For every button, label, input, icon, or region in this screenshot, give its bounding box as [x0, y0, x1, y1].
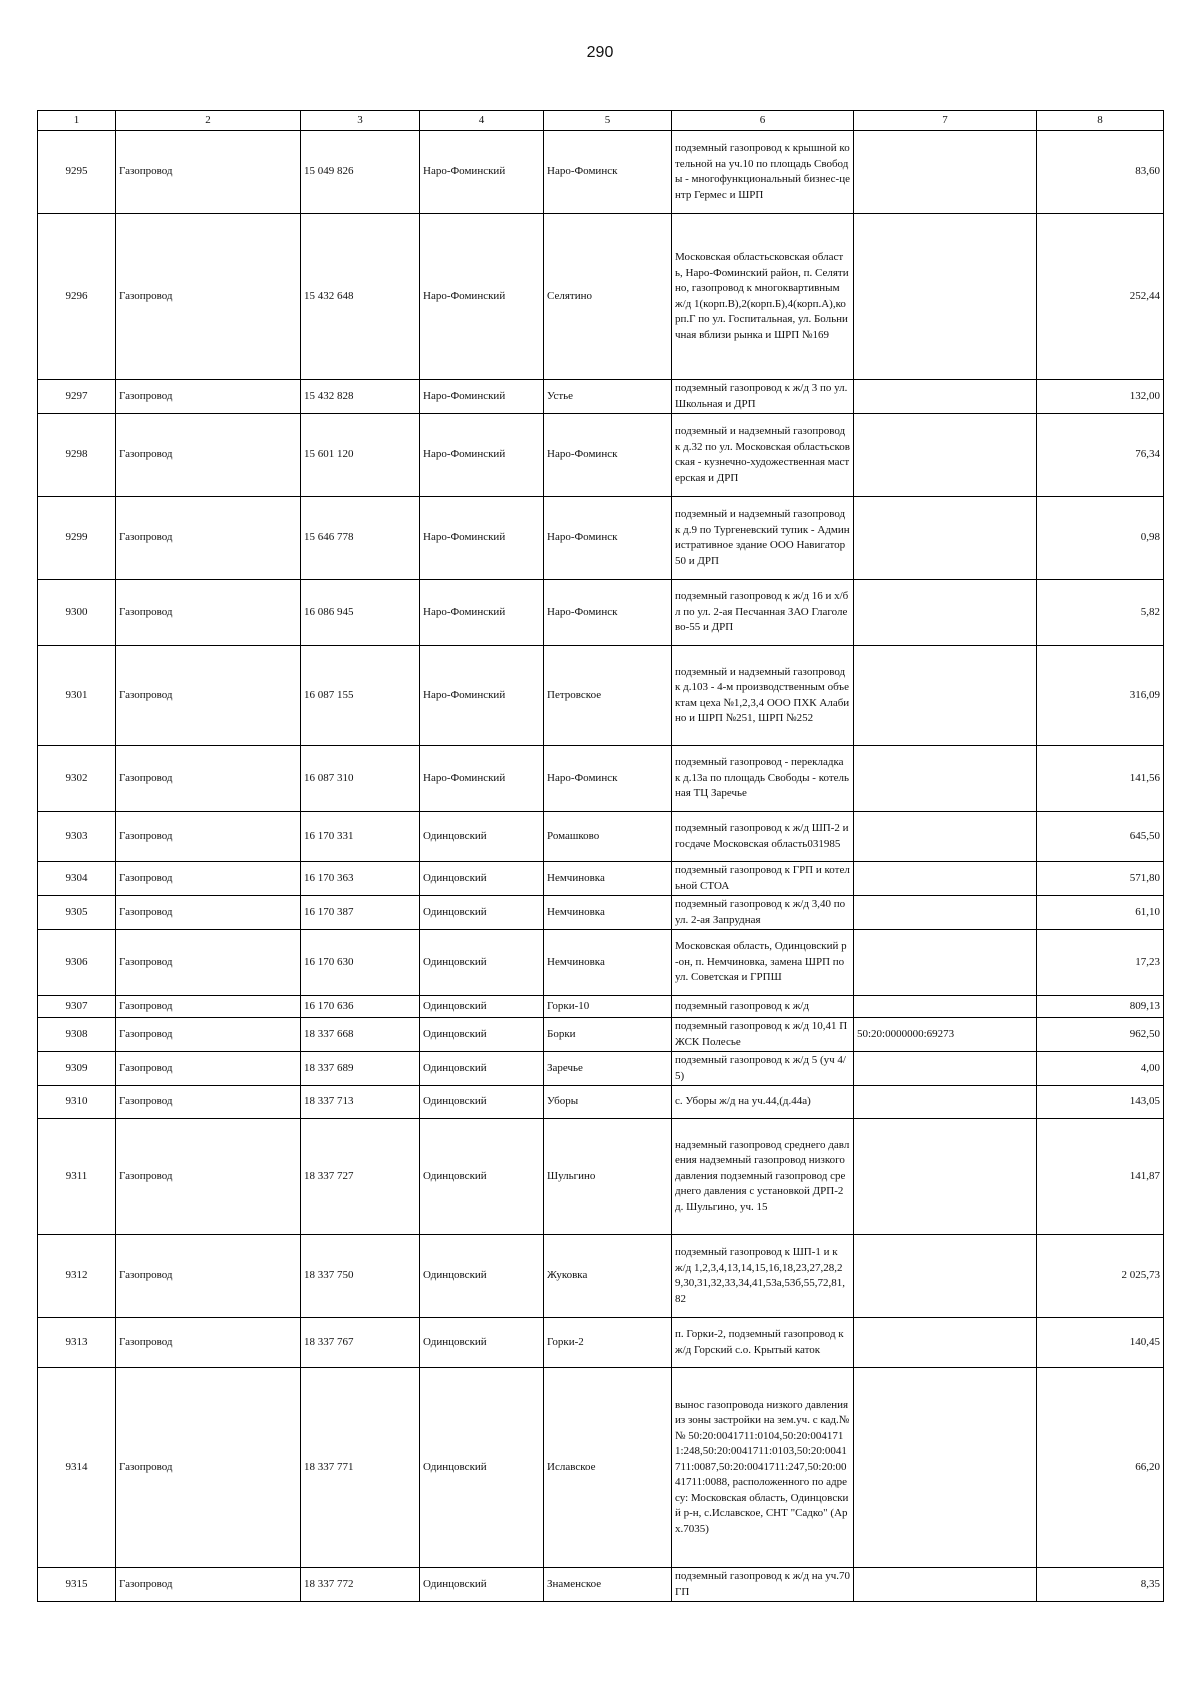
object-type-cell: Газопровод: [116, 996, 301, 1018]
column-header: 8: [1037, 111, 1164, 131]
cadastral-number-cell: [854, 930, 1037, 996]
cadastral-number-cell: [854, 580, 1037, 646]
description-cell: подземный и надземный газопровод к д.9 по Тургеневский тупик - Административное здание ООО Навигатор 50 и ДРП: [672, 497, 854, 580]
locality-cell: Петровское: [544, 646, 672, 746]
inventory-code-cell: 15 432 648: [301, 214, 420, 380]
inventory-code-cell: 15 646 778: [301, 497, 420, 580]
cadastral-number-cell: [854, 996, 1037, 1018]
cadastral-number-cell: [854, 1368, 1037, 1568]
description-cell: подземный газопровод к ШП-1 и к ж/д 1,2,3,4,13,14,15,16,18,23,27,28,29,30,31,32,33,34,41,53а,53б,55,72,81,82: [672, 1235, 854, 1318]
column-header: 2: [116, 111, 301, 131]
value-cell: 132,00: [1037, 380, 1164, 414]
value-cell: 143,05: [1037, 1086, 1164, 1119]
value-cell: 645,50: [1037, 812, 1164, 862]
locality-cell: Борки: [544, 1018, 672, 1052]
cadastral-number-cell: [854, 497, 1037, 580]
locality-cell: Немчиновка: [544, 930, 672, 996]
cadastral-number-cell: [854, 1052, 1037, 1086]
locality-cell: Иславское: [544, 1368, 672, 1568]
description-cell: подземный газопровод к крышной котельной на уч.10 по площадь Свободы - многофункциональный бизнес-центр Гермес и ШРП: [672, 131, 854, 214]
description-cell: подземный газопровод к ж/д 10,41 ПЖСК Полесье: [672, 1018, 854, 1052]
table-row: [38, 1235, 1164, 1318]
column-header: 3: [301, 111, 420, 131]
inventory-code-cell: 15 432 828: [301, 380, 420, 414]
inventory-code-cell: 16 170 331: [301, 812, 420, 862]
row-number-cell: 9314: [38, 1368, 116, 1568]
district-cell: Одинцовский: [420, 996, 544, 1018]
table-row: [38, 812, 1164, 862]
row-number-cell: 9303: [38, 812, 116, 862]
cadastral-number-cell: 50:20:0000000:69273: [854, 1018, 1037, 1052]
object-type-cell: Газопровод: [116, 414, 301, 497]
row-number-cell: 9307: [38, 996, 116, 1018]
row-number-cell: 9311: [38, 1119, 116, 1235]
table-row: [38, 214, 1164, 380]
row-number-cell: 9310: [38, 1086, 116, 1119]
row-number-cell: 9315: [38, 1568, 116, 1602]
object-type-cell: Газопровод: [116, 746, 301, 812]
object-type-cell: Газопровод: [116, 580, 301, 646]
district-cell: Одинцовский: [420, 896, 544, 930]
inventory-code-cell: 18 337 771: [301, 1368, 420, 1568]
cadastral-number-cell: [854, 214, 1037, 380]
district-cell: Одинцовский: [420, 1052, 544, 1086]
column-header: 7: [854, 111, 1037, 131]
district-cell: Наро-Фоминский: [420, 746, 544, 812]
table-row: [38, 1368, 1164, 1568]
value-cell: 809,13: [1037, 996, 1164, 1018]
page-number: 290: [586, 44, 614, 61]
district-cell: Одинцовский: [420, 1119, 544, 1235]
object-type-cell: Газопровод: [116, 1018, 301, 1052]
row-number-cell: 9295: [38, 131, 116, 214]
description-cell: подземный газопровод к ж/д ШП-2 и госдаче Московская область031985: [672, 812, 854, 862]
value-cell: 252,44: [1037, 214, 1164, 380]
table-row: [38, 746, 1164, 812]
locality-cell: Заречье: [544, 1052, 672, 1086]
inventory-code-cell: 18 337 689: [301, 1052, 420, 1086]
district-cell: Одинцовский: [420, 1368, 544, 1568]
description-cell: надземный газопровод среднего давления надземный газопровод низкого давления подземный газопровод среднего давления с установкой ДРП-2 д. Шульгино, уч. 15: [672, 1119, 854, 1235]
table-body: [38, 131, 1164, 1602]
row-number-cell: 9299: [38, 497, 116, 580]
inventory-code-cell: 18 337 750: [301, 1235, 420, 1318]
object-type-cell: Газопровод: [116, 1086, 301, 1119]
table-row: [38, 497, 1164, 580]
table-row: [38, 996, 1164, 1018]
table-row: [38, 1318, 1164, 1368]
table-row: [38, 896, 1164, 930]
locality-cell: Селятино: [544, 214, 672, 380]
table-row: [38, 131, 1164, 214]
object-type-cell: Газопровод: [116, 1318, 301, 1368]
object-type-cell: Газопровод: [116, 1235, 301, 1318]
object-type-cell: Газопровод: [116, 380, 301, 414]
value-cell: 8,35: [1037, 1568, 1164, 1602]
row-number-cell: 9309: [38, 1052, 116, 1086]
cadastral-number-cell: [854, 1568, 1037, 1602]
inventory-code-cell: 15 601 120: [301, 414, 420, 497]
object-type-cell: Газопровод: [116, 1052, 301, 1086]
cadastral-number-cell: [854, 896, 1037, 930]
value-cell: 5,82: [1037, 580, 1164, 646]
row-number-cell: 9302: [38, 746, 116, 812]
object-type-cell: Газопровод: [116, 896, 301, 930]
value-cell: 17,23: [1037, 930, 1164, 996]
district-cell: Одинцовский: [420, 1018, 544, 1052]
cadastral-number-cell: [854, 862, 1037, 896]
locality-cell: Горки-10: [544, 996, 672, 1018]
description-cell: подземный и надземный газопровод к д.103 - 4-м производственным объектам цеха №1,2,3,4 ООО ПХК Алабино и ШРП №251, ШРП №252: [672, 646, 854, 746]
description-cell: вынос газопровода низкого давления из зоны застройки на зем.уч. с кад.№№ 50:20:0041711:0104,50:20:0041711:248,50:20:0041711:0103,50:20:0041711:0087,50:20:0041711:247,50:20:0041711:0088, расположенного по адресу: Московская область, Одинцовский р-н, с.Иславское, СНТ "Садко" (Арх.7035): [672, 1368, 854, 1568]
row-number-cell: 9304: [38, 862, 116, 896]
cadastral-number-cell: [854, 380, 1037, 414]
object-type-cell: Газопровод: [116, 1368, 301, 1568]
object-type-cell: Газопровод: [116, 930, 301, 996]
row-number-cell: 9296: [38, 214, 116, 380]
column-header: 6: [672, 111, 854, 131]
value-cell: 83,60: [1037, 131, 1164, 214]
description-cell: п. Горки-2, подземный газопровод к ж/д Горский с.о. Крытый каток: [672, 1318, 854, 1368]
object-type-cell: Газопровод: [116, 862, 301, 896]
inventory-code-cell: 16 087 310: [301, 746, 420, 812]
inventory-code-cell: 16 087 155: [301, 646, 420, 746]
locality-cell: Жуковка: [544, 1235, 672, 1318]
description-cell: подземный газопровод к ж/д 16 и х/бл по ул. 2-ая Песчанная ЗАО Глаголево-55 и ДРП: [672, 580, 854, 646]
row-number-cell: 9301: [38, 646, 116, 746]
table-row: [38, 930, 1164, 996]
inventory-code-cell: 15 049 826: [301, 131, 420, 214]
locality-cell: Немчиновка: [544, 862, 672, 896]
object-type-cell: Газопровод: [116, 214, 301, 380]
cadastral-number-cell: [854, 1119, 1037, 1235]
inventory-code-cell: 18 337 727: [301, 1119, 420, 1235]
object-type-cell: Газопровод: [116, 1119, 301, 1235]
cadastral-number-cell: [854, 746, 1037, 812]
value-cell: 66,20: [1037, 1368, 1164, 1568]
column-header: 4: [420, 111, 544, 131]
cadastral-number-cell: [854, 1086, 1037, 1119]
district-cell: Одинцовский: [420, 1086, 544, 1119]
value-cell: 316,09: [1037, 646, 1164, 746]
inventory-code-cell: 18 337 668: [301, 1018, 420, 1052]
table-row: [38, 580, 1164, 646]
row-number-cell: 9308: [38, 1018, 116, 1052]
locality-cell: Горки-2: [544, 1318, 672, 1368]
locality-cell: Ромашково: [544, 812, 672, 862]
district-cell: Наро-Фоминский: [420, 497, 544, 580]
column-number-row: [38, 111, 1164, 131]
value-cell: 141,87: [1037, 1119, 1164, 1235]
object-type-cell: Газопровод: [116, 1568, 301, 1602]
locality-cell: Немчиновка: [544, 896, 672, 930]
district-cell: Наро-Фоминский: [420, 214, 544, 380]
description-cell: подземный газопровод к ж/д 3 по ул. Школьная и ДРП: [672, 380, 854, 414]
inventory-code-cell: 16 170 636: [301, 996, 420, 1018]
value-cell: 4,00: [1037, 1052, 1164, 1086]
value-cell: 2 025,73: [1037, 1235, 1164, 1318]
inventory-code-cell: 16 170 387: [301, 896, 420, 930]
table-row: [38, 646, 1164, 746]
description-cell: Московская область, Одинцовский р-он, п. Немчиновка, замена ШРП по ул. Советская и ГРПШ: [672, 930, 854, 996]
value-cell: 140,45: [1037, 1318, 1164, 1368]
locality-cell: Наро-Фоминск: [544, 414, 672, 497]
description-cell: Московская областьсковская область, Наро-Фоминский район, п. Селятино, газопровод к многоквартивным ж/д 1(корп.В),2(корп.Б),4(корп.А),корп.Г по ул. Госпитальная, ул. Больничная вблизи рынка и ШРП №169: [672, 214, 854, 380]
district-cell: Наро-Фоминский: [420, 380, 544, 414]
description-cell: подземный газопровод к ж/д 3,40 по ул. 2-ая Запрудная: [672, 896, 854, 930]
value-cell: 962,50: [1037, 1018, 1164, 1052]
row-number-cell: 9312: [38, 1235, 116, 1318]
district-cell: Наро-Фоминский: [420, 646, 544, 746]
cadastral-number-cell: [854, 812, 1037, 862]
table-row: [38, 1086, 1164, 1119]
table-row: [38, 1568, 1164, 1602]
table-row: [38, 414, 1164, 497]
inventory-code-cell: 18 337 772: [301, 1568, 420, 1602]
district-cell: Одинцовский: [420, 862, 544, 896]
column-header: 5: [544, 111, 672, 131]
row-number-cell: 9313: [38, 1318, 116, 1368]
cadastral-number-cell: [854, 1318, 1037, 1368]
object-type-cell: Газопровод: [116, 812, 301, 862]
locality-cell: Наро-Фоминск: [544, 131, 672, 214]
locality-cell: Наро-Фоминск: [544, 497, 672, 580]
value-cell: 76,34: [1037, 414, 1164, 497]
value-cell: 0,98: [1037, 497, 1164, 580]
inventory-code-cell: 16 086 945: [301, 580, 420, 646]
locality-cell: Устье: [544, 380, 672, 414]
row-number-cell: 9300: [38, 580, 116, 646]
cadastral-number-cell: [854, 646, 1037, 746]
locality-cell: Наро-Фоминск: [544, 580, 672, 646]
district-cell: Одинцовский: [420, 1318, 544, 1368]
object-type-cell: Газопровод: [116, 646, 301, 746]
object-type-cell: Газопровод: [116, 131, 301, 214]
description-cell: подземный газопровод к ж/д: [672, 996, 854, 1018]
description-cell: подземный газопровод - перекладка к д.13а по площадь Свободы - котельная ТЦ Заречье: [672, 746, 854, 812]
locality-cell: Наро-Фоминск: [544, 746, 672, 812]
row-number-cell: 9298: [38, 414, 116, 497]
table-row: [38, 380, 1164, 414]
object-type-cell: Газопровод: [116, 497, 301, 580]
value-cell: 141,56: [1037, 746, 1164, 812]
inventory-code-cell: 18 337 767: [301, 1318, 420, 1368]
district-cell: Одинцовский: [420, 812, 544, 862]
description-cell: подземный газопровод к ж/д 5 (уч 4/5): [672, 1052, 854, 1086]
table-row: [38, 1018, 1164, 1052]
district-cell: Наро-Фоминский: [420, 414, 544, 497]
locality-cell: Шульгино: [544, 1119, 672, 1235]
district-cell: Одинцовский: [420, 1235, 544, 1318]
registry-table: [37, 110, 1164, 1602]
district-cell: Наро-Фоминский: [420, 131, 544, 214]
description-cell: подземный газопровод к ж/д на уч.70 ГП: [672, 1568, 854, 1602]
inventory-code-cell: 16 170 630: [301, 930, 420, 996]
inventory-code-cell: 16 170 363: [301, 862, 420, 896]
table-row: [38, 862, 1164, 896]
district-cell: Одинцовский: [420, 930, 544, 996]
table-row: [38, 1119, 1164, 1235]
row-number-cell: 9306: [38, 930, 116, 996]
description-cell: подземный и надземный газопровод к д.32 по ул. Московская областьсковская - кузнечно-художественная мастерская и ДРП: [672, 414, 854, 497]
district-cell: Наро-Фоминский: [420, 580, 544, 646]
table-row: [38, 1052, 1164, 1086]
inventory-code-cell: 18 337 713: [301, 1086, 420, 1119]
cadastral-number-cell: [854, 1235, 1037, 1318]
description-cell: подземный газопровод к ГРП и котельной СТОА: [672, 862, 854, 896]
column-header: 1: [38, 111, 116, 131]
cadastral-number-cell: [854, 131, 1037, 214]
locality-cell: Уборы: [544, 1086, 672, 1119]
cadastral-number-cell: [854, 414, 1037, 497]
value-cell: 61,10: [1037, 896, 1164, 930]
row-number-cell: 9297: [38, 380, 116, 414]
locality-cell: Знаменское: [544, 1568, 672, 1602]
row-number-cell: 9305: [38, 896, 116, 930]
description-cell: с. Уборы ж/д на уч.44,(д.44а): [672, 1086, 854, 1119]
value-cell: 571,80: [1037, 862, 1164, 896]
district-cell: Одинцовский: [420, 1568, 544, 1602]
